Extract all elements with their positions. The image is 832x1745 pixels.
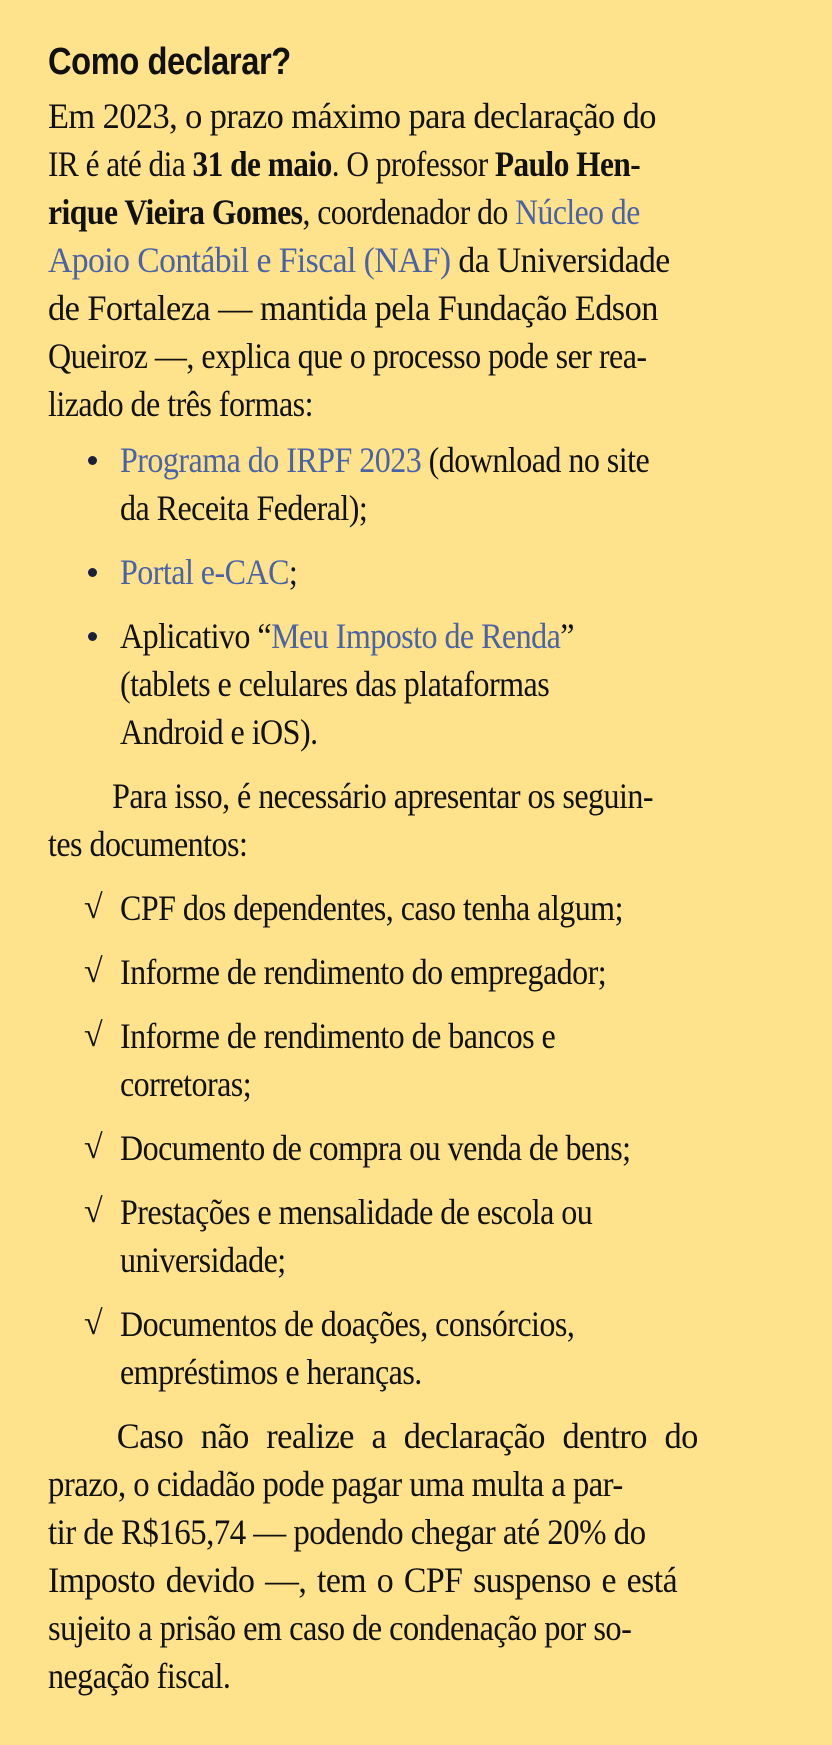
naf-link-part1[interactable]: Núcleo de xyxy=(515,192,640,232)
irpf-program-link[interactable]: Programa do IRPF 2023 xyxy=(120,440,422,480)
ecac-portal-link[interactable]: Portal e-CAC xyxy=(120,552,289,592)
check-icon: √ xyxy=(84,953,103,990)
document-line xyxy=(120,948,711,996)
method-line xyxy=(120,484,711,532)
penalty-line-1 xyxy=(48,1412,751,1460)
method-item-mobile-app xyxy=(48,612,784,756)
intro-text: Em 2023, o prazo máximo para declaração do xyxy=(48,96,656,136)
method-text: ; xyxy=(288,552,298,592)
check-icon: √ xyxy=(84,1193,103,1230)
section-heading: Como declarar? xyxy=(48,41,291,83)
declaration-methods-list xyxy=(48,436,784,756)
intro-text: , coordenador do xyxy=(302,192,516,232)
documents-intro-text: tes documentos: xyxy=(48,824,248,864)
document-line xyxy=(120,1012,711,1060)
method-line xyxy=(120,548,711,596)
method-text: Android e iOS). xyxy=(120,712,318,752)
intro-text: da Universidade xyxy=(450,240,670,280)
document-line xyxy=(120,1300,711,1348)
document-item-cpf-dependents xyxy=(48,884,784,932)
document-text: empréstimos e heranças. xyxy=(120,1352,422,1392)
intro-line-5 xyxy=(48,284,751,332)
method-text: Aplicativo “ xyxy=(120,616,272,656)
document-text: Documentos de doações, consórcios, xyxy=(120,1304,575,1344)
intro-line-4 xyxy=(48,236,736,284)
penalty-text: tir de R$165,74 — podendo chegar até 20% do xyxy=(48,1512,646,1552)
penalty-line-5 xyxy=(48,1604,710,1652)
document-text: universidade; xyxy=(120,1240,286,1280)
method-line xyxy=(120,708,711,756)
method-line xyxy=(120,436,711,484)
professor-name-part1: Paulo Hen- xyxy=(494,144,641,184)
method-text: da Receita Federal); xyxy=(120,488,368,528)
penalty-text: prazo, o cidadão pode pagar uma multa a par- xyxy=(48,1464,623,1504)
intro-text: de Fortaleza — mantida pela Fundação Edson xyxy=(48,288,658,328)
method-text: ” xyxy=(560,616,574,656)
method-line xyxy=(120,660,711,708)
intro-text: IR é até dia xyxy=(48,144,193,184)
document-item-school-tuition xyxy=(48,1188,784,1284)
bullet-icon xyxy=(88,456,97,465)
document-line xyxy=(120,1236,711,1284)
method-item-ecac-portal xyxy=(48,548,784,596)
bullet-icon xyxy=(88,632,97,641)
penalty-line-6 xyxy=(48,1652,703,1700)
document-item-donations-loans xyxy=(48,1300,784,1396)
intro-line-6 xyxy=(48,332,703,380)
document-line xyxy=(120,884,711,932)
intro-text: . O professor xyxy=(331,144,495,184)
intro-line-7 xyxy=(48,380,703,428)
naf-link-part2[interactable]: Apoio Contábil e Fiscal (NAF) xyxy=(48,240,451,280)
document-text: Prestações e mensalidade de escola ou xyxy=(120,1192,593,1232)
penalty-text: negação fiscal. xyxy=(48,1656,231,1696)
penalty-line-4 xyxy=(48,1556,740,1604)
document-text: Informe de rendimento do empregador; xyxy=(120,952,607,992)
required-documents-list xyxy=(48,884,784,1396)
documents-intro-line-1 xyxy=(48,772,703,820)
document-item-property-transactions xyxy=(48,1124,784,1172)
method-text: (tablets e celulares das plataformas xyxy=(120,664,550,704)
intro-line-1 xyxy=(48,92,751,140)
intro-line-3 xyxy=(48,188,696,236)
method-text: (download no site xyxy=(421,440,650,480)
document-line xyxy=(120,1188,711,1236)
document-text: corretoras; xyxy=(120,1064,252,1104)
check-icon: √ xyxy=(84,1129,103,1166)
document-item-bank-income xyxy=(48,1012,784,1108)
documents-intro-paragraph xyxy=(48,772,784,868)
deadline-date: 31 de maio xyxy=(192,144,332,184)
document-line xyxy=(120,1124,711,1172)
professor-name-part2: rique Vieira Gomes xyxy=(48,192,303,232)
intro-text: lizado de três formas: xyxy=(48,384,313,424)
check-icon: √ xyxy=(84,1305,103,1342)
penalty-text: Imposto devido —, tem o CPF suspenso e está xyxy=(48,1560,678,1600)
meu-imposto-de-renda-link[interactable]: Meu Imposto de Renda xyxy=(271,616,561,656)
penalty-paragraph xyxy=(48,1412,784,1700)
check-icon: √ xyxy=(84,889,103,926)
penalty-line-3 xyxy=(48,1508,721,1556)
document-line xyxy=(120,1060,711,1108)
intro-paragraph xyxy=(48,92,784,428)
penalty-line-2 xyxy=(48,1460,718,1508)
penalty-text: Caso não realize a declaração dentro do xyxy=(116,1416,698,1456)
bullet-icon xyxy=(88,568,97,577)
penalty-text: sujeito a prisão em caso de condenação por so- xyxy=(48,1608,632,1648)
method-item-irpf-program xyxy=(48,436,784,532)
intro-line-2 xyxy=(48,140,688,188)
documents-intro-line-2 xyxy=(48,820,703,868)
document-text: CPF dos dependentes, caso tenha algum; xyxy=(120,888,623,928)
document-text: Informe de rendimento de bancos e xyxy=(120,1016,556,1056)
document-line xyxy=(120,1348,711,1396)
check-icon: √ xyxy=(84,1017,103,1054)
intro-text: Queiroz —, explica que o processo pode ser rea- xyxy=(48,336,647,376)
document-text: Documento de compra ou venda de bens; xyxy=(120,1128,631,1168)
document-item-employer-income xyxy=(48,948,784,996)
documents-intro-text: Para isso, é necessário apresentar os seguin- xyxy=(112,776,654,816)
method-line xyxy=(120,612,711,660)
